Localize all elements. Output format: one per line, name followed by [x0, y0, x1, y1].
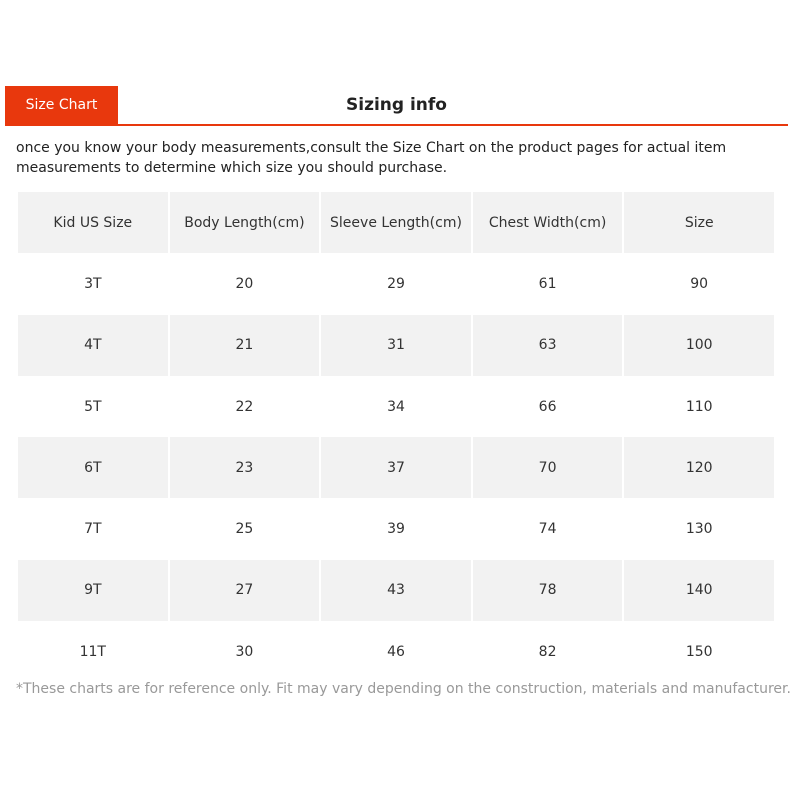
table-cell: 74: [538, 521, 557, 538]
table-cell: 34: [387, 398, 405, 415]
table-row: [18, 315, 774, 376]
table-cell: 43: [321, 560, 471, 621]
table-cell: 20: [235, 275, 254, 292]
table-header-row: [18, 192, 774, 253]
table-cell: 39: [387, 521, 405, 538]
table-row: [18, 253, 774, 314]
table-cell: 29: [387, 275, 405, 292]
table-row: [18, 437, 774, 498]
table-cell: 140: [624, 560, 774, 621]
header-bar: [5, 86, 788, 126]
table-cell: 30: [235, 643, 254, 660]
table-cell: 31: [321, 315, 471, 376]
tab-size-chart[interactable]: Size Chart: [5, 86, 118, 124]
table-cell: 82: [538, 643, 557, 660]
table-cell: 150: [685, 643, 713, 660]
table-cell: 6T: [18, 437, 168, 498]
page-title: Sizing info: [346, 95, 447, 115]
table-cell: 23: [170, 437, 320, 498]
table-cell: 63: [473, 315, 623, 376]
table-row: [18, 560, 774, 621]
table-cell: 11T: [79, 643, 106, 660]
table-cell: 130: [685, 521, 713, 538]
table-cell: 9T: [18, 560, 168, 621]
table-cell: 90: [690, 275, 709, 292]
column-header: Chest Width(cm): [473, 192, 623, 253]
table-cell: 4T: [18, 315, 168, 376]
table-cell: 7T: [84, 521, 102, 538]
header-divider: [5, 124, 788, 126]
disclaimer-note: *These charts are for reference only. Fit may vary depending on the construction, materials and manufacturer.: [16, 681, 791, 697]
table-cell: 5T: [84, 398, 102, 415]
table-cell: 46: [387, 643, 405, 660]
table-cell: 78: [473, 560, 623, 621]
table-cell: 61: [538, 275, 557, 292]
table-cell: 37: [321, 437, 471, 498]
column-header: Body Length(cm): [170, 192, 320, 253]
table-cell: 21: [170, 315, 320, 376]
table-row: [18, 621, 774, 682]
intro-text: once you know your body measurements,consult the Size Chart on the product pages for actual item measurements to determine which size you should purchase.: [16, 140, 727, 176]
column-header: Kid US Size: [18, 192, 168, 253]
table-cell: 66: [538, 398, 557, 415]
size-chart-table: [16, 192, 776, 682]
table-cell: 27: [170, 560, 320, 621]
table-cell: 100: [624, 315, 774, 376]
table-cell: 3T: [84, 275, 102, 292]
table-cell: 120: [624, 437, 774, 498]
column-header: Sleeve Length(cm): [321, 192, 471, 253]
column-header: Size: [624, 192, 774, 253]
table-cell: 70: [473, 437, 623, 498]
table-cell: 110: [685, 398, 713, 415]
table-cell: 25: [235, 521, 254, 538]
table-cell: 22: [235, 398, 254, 415]
table-row: [18, 498, 774, 559]
table-row: [18, 376, 774, 437]
